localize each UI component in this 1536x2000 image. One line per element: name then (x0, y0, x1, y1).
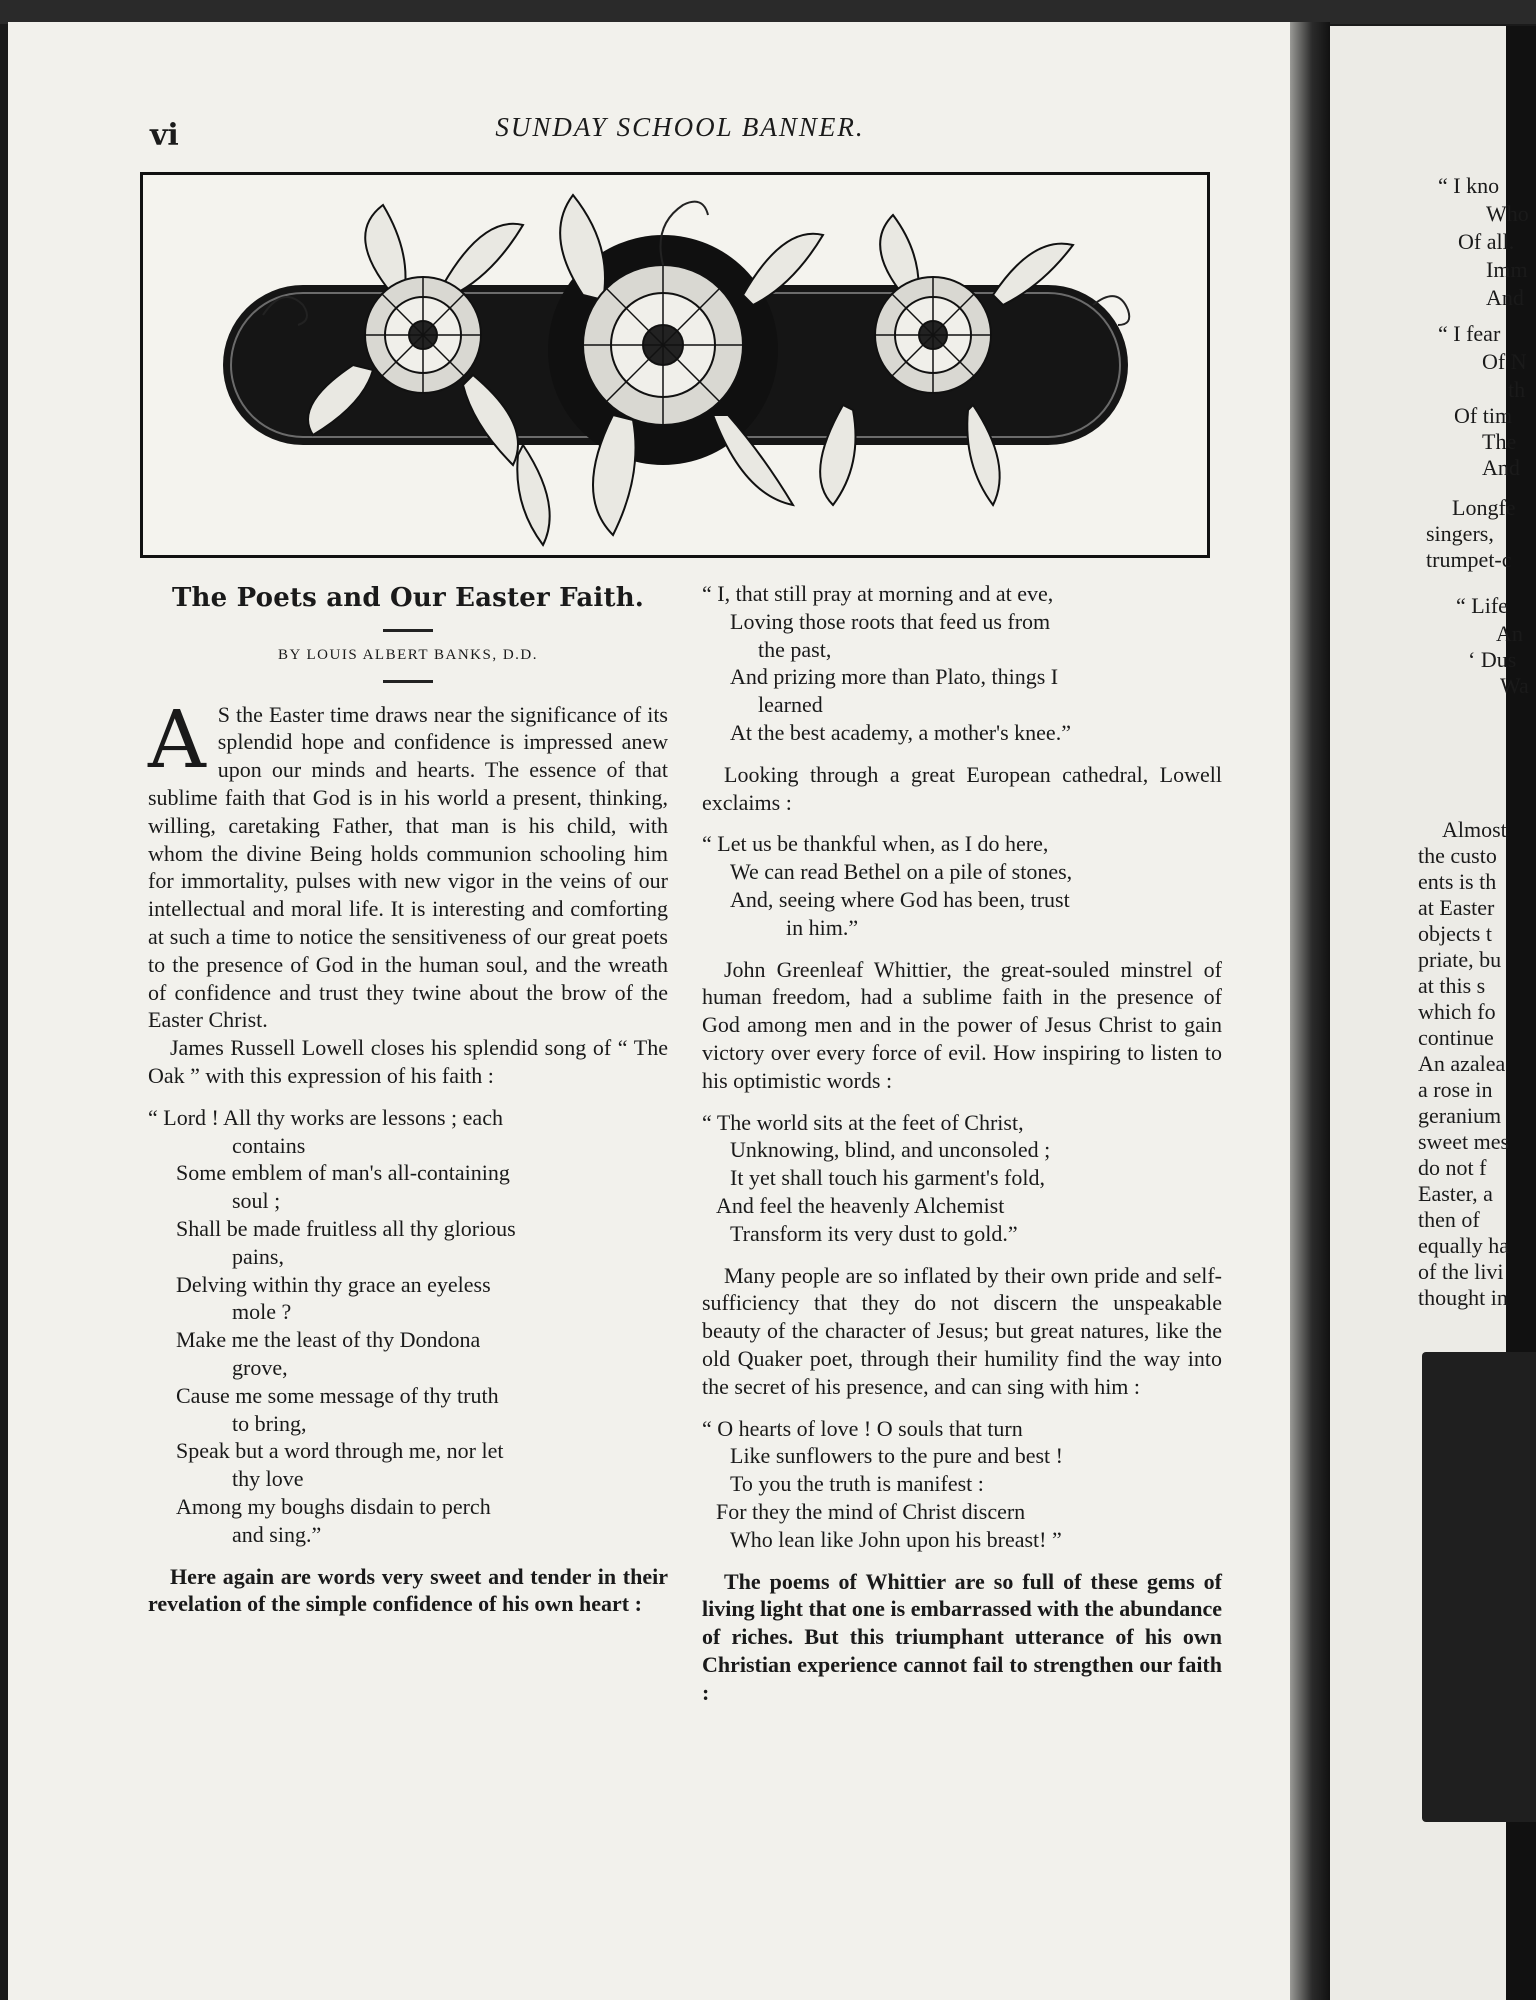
poem-line: to bring, (232, 1410, 307, 1436)
poem-line: To you the truth is manifest : (730, 1471, 984, 1497)
right-page-line: Easter, a (1418, 1181, 1493, 1206)
scan-border-top (0, 0, 1536, 24)
right-page-line: objects t (1418, 921, 1492, 946)
paragraph-1 (148, 692, 668, 1035)
right-page-line: ents is th (1418, 869, 1497, 894)
poem-whittier-feet (702, 1109, 1222, 1248)
poem-line: And, seeing where God has been, trust (730, 886, 1070, 912)
poem-line: Cause me some message of thy truth (176, 1382, 499, 1408)
right-page-line: at Easter (1418, 895, 1495, 920)
poem-line: Among my boughs disdain to perch (176, 1493, 491, 1519)
article-title: The Poets and Our Easter Faith. (171, 583, 645, 613)
poem-line: We can read Bethel on a pile of stones, (730, 859, 1073, 885)
right-page-line: Of N (1482, 349, 1527, 374)
paragraph-7: The poems of Whittier are so full of these gems of living light that one is embarrassed with the abundance of riches. But this triumphant utterance of his own Christian experience cannot fail to strengthen our faith : (702, 1568, 1222, 1705)
right-page-line: Of all. (1458, 229, 1515, 254)
poem-line: the past, (758, 636, 832, 662)
poem-line: Transform its very dust to gold.” (730, 1220, 1018, 1246)
right-page-line: Wa (1500, 673, 1529, 698)
poem-line: “ Lord ! All thy works are lessons ; each (148, 1104, 503, 1130)
poem-line: “ The world sits at the feet of Christ, (702, 1109, 1024, 1135)
poem-lowell-bethel (702, 830, 1222, 941)
right-page-line: sweet mes (1418, 1129, 1510, 1154)
poem-line: and sing.” (232, 1521, 322, 1547)
right-page-line: which fo (1418, 999, 1496, 1024)
page-number: vi (150, 118, 179, 153)
right-page-line: “ Life (1456, 593, 1508, 618)
poem-line: “ O hearts of love ! O souls that turn (702, 1415, 1023, 1441)
poem-line: mole ? (232, 1299, 292, 1325)
running-head: SUNDAY SCHOOL BANNER. (495, 112, 865, 142)
right-page-line: the custo (1418, 843, 1497, 868)
paragraph-6: Many people are so inflated by their own pride and self-sufficiency that they do not discern the unspeakable beauty of the character of Jesus; but great natures, like the old Quaker poet, through their humility find the way into the secret of his presence, and can sing with him : (702, 1262, 1222, 1399)
poem-line: And prizing more than Plato, things I (730, 664, 1059, 690)
right-page-line: thought in (1418, 1285, 1508, 1310)
poem-line: pains, (232, 1243, 284, 1269)
poem-line: Delving within thy grace an eyeless (176, 1271, 491, 1297)
right-page-line: a rose in (1418, 1077, 1493, 1102)
right-page-line: geranium (1418, 1103, 1502, 1128)
byline: BY LOUIS ALBERT BANKS, D.D. (277, 646, 539, 663)
right-page-line: Imm (1486, 257, 1528, 282)
poem-line: “ I, that still pray at morning and at eve, (702, 581, 1054, 606)
poem-line: Make me the least of thy Dondona (176, 1327, 481, 1353)
right-page-line: An azalea (1418, 1051, 1506, 1076)
right-page-line: Almost (1442, 817, 1507, 842)
passion-flower-ornament-icon (143, 175, 1207, 555)
paragraph-1-text: S the Easter time draws near the significance of its splendid hope and confidence is impressed anew upon our minds and hearts. The essence of that sublime faith that God is in his world a present, thinking, willing, caretaking Father, that man is his child, with whom the divine Being holds communion schooling him for immortality, pulses with new vigor in the veins of our intellectual and moral life. It is interesting and comforting at such a time to notice the sensitiveness of our great poets to the presence of God in the human soul, and the wreath of confidence and trust they twine about the brow of the Easter Christ. (148, 701, 668, 1033)
poem-line: Some emblem of man's all-containing (176, 1160, 510, 1186)
right-page-line: of the livi (1418, 1259, 1504, 1284)
poem-line: grove, (232, 1354, 288, 1380)
right-page-line: equally ha (1418, 1233, 1510, 1258)
right-page-line: continue (1418, 1025, 1494, 1050)
poem-line: soul ; (232, 1188, 281, 1214)
drop-cap: A (148, 692, 206, 786)
poem-line: It yet shall touch his garment's fold, (730, 1165, 1045, 1191)
byline-rule (383, 680, 433, 683)
right-page-line: do not f (1418, 1155, 1487, 1180)
poem-line: And feel the heavenly Alchemist (716, 1192, 1005, 1218)
poem-line: Unknowing, blind, and unconsoled ; (730, 1137, 1051, 1163)
paragraph-4: Looking through a great European cathedral, Lowell exclaims : (702, 761, 1222, 815)
poem-line: For they the mind of Christ discern (716, 1498, 1026, 1524)
poem-line: Shall be made fruitless all thy glorious (176, 1215, 516, 1241)
poem-line: Loving those roots that feed us from (730, 608, 1051, 634)
right-page-line: And (1486, 285, 1524, 310)
right-page-line: An (1496, 621, 1523, 646)
right-page-line: “ I kno (1438, 173, 1500, 198)
right-page-line: priate, bu (1418, 947, 1502, 972)
paragraph-5: John Greenleaf Whittier, the great-souled minstrel of human freedom, had a sublime faith in the presence of God among men and in the power of Jesus Christ to gain victory over every force of evil. How inspiring to listen to his optimistic words : (702, 956, 1222, 1093)
paragraph-3: Here again are words very sweet and tender in their revelation of the simple confidence of his own heart : (148, 1563, 668, 1617)
title-rule (383, 629, 433, 632)
poem-line: Who lean like John upon his breast! ” (730, 1526, 1062, 1552)
article-column-left (148, 585, 668, 1618)
poem-line: in him.” (786, 914, 859, 940)
right-page-line: trumpet-c (1426, 547, 1512, 572)
poem-line: learned (758, 692, 823, 718)
poem-line: Speak but a word through me, nor let (176, 1438, 504, 1464)
right-page-line: Who (1486, 201, 1529, 226)
book-gutter (1290, 22, 1330, 2000)
poem-lowell-mother (702, 580, 1222, 747)
right-page-line: ‘ Dus (1468, 647, 1517, 672)
right-page-line: Of tim (1454, 403, 1513, 428)
header-ornament (140, 172, 1210, 558)
paragraph-2: James Russell Lowell closes his splendid song of “ The Oak ” with this expression of his faith : (148, 1035, 668, 1088)
article-column-right (702, 580, 1222, 1706)
right-page-line: “ I fear (1438, 321, 1501, 346)
poem-line: “ Let us be thankful when, as I do here, (702, 831, 1049, 857)
poem-line: thy love (232, 1466, 304, 1492)
poem-lowell-oak (148, 1104, 668, 1549)
poem-line: At the best academy, a mother's knee.” (730, 719, 1071, 745)
right-page-line: The (1482, 429, 1517, 454)
right-page-line: then of (1418, 1207, 1480, 1232)
right-page-line: And (1482, 455, 1520, 480)
poem-whittier-hearts (702, 1415, 1222, 1554)
right-page-line: Longfe (1452, 495, 1516, 520)
right-page-line: at this s (1418, 973, 1486, 998)
right-page-line: singers, (1426, 521, 1494, 546)
poem-line: contains (232, 1132, 306, 1158)
right-page-illustration (1422, 1352, 1536, 1822)
poem-line: Like sunflowers to the pure and best ! (730, 1443, 1063, 1469)
right-page-line: th (1508, 377, 1526, 402)
